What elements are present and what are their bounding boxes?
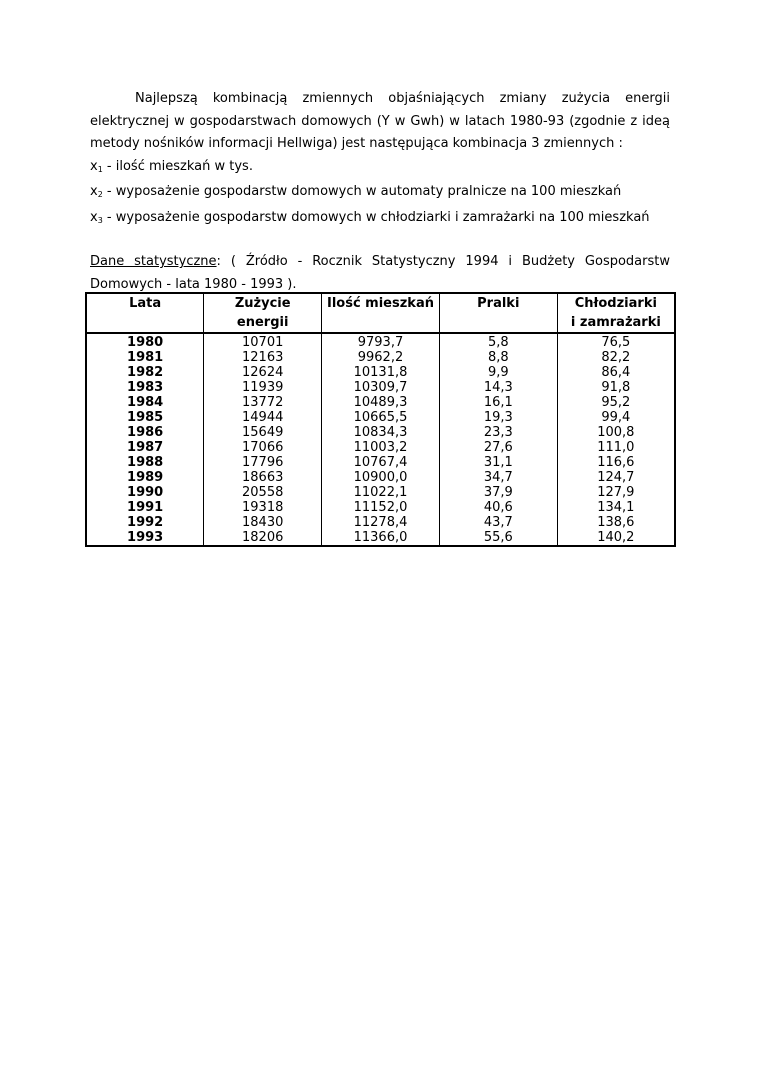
- value-cell: 140,2: [557, 530, 675, 546]
- value-cell: 9,9: [439, 365, 557, 380]
- value-cell: 14944: [204, 410, 322, 425]
- table-row: [86, 365, 675, 380]
- value-cell: 95,2: [557, 395, 675, 410]
- value-cell: 16,1: [439, 395, 557, 410]
- source-text: : ( Źródło - Rocznik Statystyczny 1994 i Budżety Gospodarstw Domowych - lata 1980 - 1993 ).: [90, 254, 670, 292]
- year-cell: 1982: [86, 365, 204, 380]
- header-zuzycie-energii: Zużycie energii: [204, 293, 322, 333]
- year-cell: 1980: [86, 333, 204, 350]
- table-row: [86, 333, 675, 350]
- table-row: [86, 425, 675, 440]
- value-cell: 10900,0: [322, 470, 440, 485]
- table-row: [86, 380, 675, 395]
- value-cell: 10309,7: [322, 380, 440, 395]
- value-cell: 10701: [204, 333, 322, 350]
- value-cell: 14,3: [439, 380, 557, 395]
- value-cell: 40,6: [439, 500, 557, 515]
- year-cell: 1987: [86, 440, 204, 455]
- value-cell: 43,7: [439, 515, 557, 530]
- table-row: [86, 410, 675, 425]
- value-cell: 116,6: [557, 455, 675, 470]
- year-cell: 1984: [86, 395, 204, 410]
- header-lata: Lata: [86, 293, 204, 333]
- var-symbol: x: [90, 184, 98, 199]
- value-cell: 10834,3: [322, 425, 440, 440]
- value-cell: 18206: [204, 530, 322, 546]
- value-cell: 34,7: [439, 470, 557, 485]
- value-cell: 11939: [204, 380, 322, 395]
- var-subscript: 1: [97, 164, 103, 174]
- value-cell: 10767,4: [322, 455, 440, 470]
- table-row: [86, 500, 675, 515]
- table-row: [86, 440, 675, 455]
- year-cell: 1981: [86, 350, 204, 365]
- value-cell: 20558: [204, 485, 322, 500]
- value-cell: 18663: [204, 470, 322, 485]
- table-row: [86, 395, 675, 410]
- value-cell: 17066: [204, 440, 322, 455]
- value-cell: 55,6: [439, 530, 557, 546]
- year-cell: 1989: [86, 470, 204, 485]
- value-cell: 99,4: [557, 410, 675, 425]
- value-cell: 13772: [204, 395, 322, 410]
- value-cell: 127,9: [557, 485, 675, 500]
- value-cell: 76,5: [557, 333, 675, 350]
- value-cell: 18430: [204, 515, 322, 530]
- value-cell: 91,8: [557, 380, 675, 395]
- year-cell: 1985: [86, 410, 204, 425]
- year-cell: 1991: [86, 500, 204, 515]
- document-body: [90, 88, 670, 296]
- value-cell: 11003,2: [322, 440, 440, 455]
- year-cell: 1983: [86, 380, 204, 395]
- value-cell: 37,9: [439, 485, 557, 500]
- value-cell: 124,7: [557, 470, 675, 485]
- variable-x2: [90, 181, 670, 207]
- header-pralki: Pralki: [439, 293, 557, 333]
- var-subscript: 3: [97, 215, 103, 225]
- value-cell: 19,3: [439, 410, 557, 425]
- header-chlodziarki: Chłodziarki i zamrażarki: [557, 293, 675, 333]
- var-symbol: x: [90, 209, 98, 225]
- var-description: - ilość mieszkań w tys.: [102, 158, 253, 174]
- var-symbol: x: [90, 158, 98, 174]
- table-row: [86, 515, 675, 530]
- value-cell: 138,6: [557, 515, 675, 530]
- value-cell: 10489,3: [322, 395, 440, 410]
- header-ilosc-mieszkan: Ilość mieszkań: [322, 293, 440, 333]
- value-cell: 10665,5: [322, 410, 440, 425]
- value-cell: 27,6: [439, 440, 557, 455]
- year-cell: 1988: [86, 455, 204, 470]
- value-cell: 86,4: [557, 365, 675, 380]
- value-cell: 31,1: [439, 455, 557, 470]
- table-row: [86, 470, 675, 485]
- source-label: Dane statystyczne: [90, 254, 217, 269]
- value-cell: 11022,1: [322, 485, 440, 500]
- value-cell: 12163: [204, 350, 322, 365]
- table-header-row: [86, 293, 675, 333]
- table-row: [86, 455, 675, 470]
- value-cell: 134,1: [557, 500, 675, 515]
- value-cell: 111,0: [557, 440, 675, 455]
- year-cell: 1992: [86, 515, 204, 530]
- value-cell: 12624: [204, 365, 322, 380]
- year-cell: 1986: [86, 425, 204, 440]
- value-cell: 17796: [204, 455, 322, 470]
- statistics-table: [85, 292, 676, 547]
- value-cell: 100,8: [557, 425, 675, 440]
- var-description: - wyposażenie gospodarstw domowych w chłodziarki i zamrażarki na 100 mieszkań: [102, 209, 650, 225]
- variable-x1: [90, 156, 670, 182]
- value-cell: 15649: [204, 425, 322, 440]
- intro-paragraph: Najlepszą kombinacją zmiennych objaśniających zmiany zużycia energii elektrycznej w gospodarstwach domowych (Y w Gwh) w latach 1980-93 (zgodnie z ideą metody nośników informacji Hellwiga) jest następująca kombinacja 3 zmiennych :: [90, 91, 670, 151]
- value-cell: 9793,7: [322, 333, 440, 350]
- var-subscript: 2: [97, 190, 103, 199]
- value-cell: 8,8: [439, 350, 557, 365]
- value-cell: 19318: [204, 500, 322, 515]
- value-cell: 23,3: [439, 425, 557, 440]
- year-cell: 1993: [86, 530, 204, 546]
- value-cell: 11152,0: [322, 500, 440, 515]
- variable-x3: [90, 207, 670, 233]
- source-note: [90, 251, 670, 296]
- value-cell: 82,2: [557, 350, 675, 365]
- value-cell: 5,8: [439, 333, 557, 350]
- table-row: [86, 350, 675, 365]
- var-description: - wyposażenie gospodarstw domowych w automaty pralnicze na 100 mieszkań: [102, 184, 622, 199]
- value-cell: 11278,4: [322, 515, 440, 530]
- value-cell: 10131,8: [322, 365, 440, 380]
- value-cell: 11366,0: [322, 530, 440, 546]
- year-cell: 1990: [86, 485, 204, 500]
- table-row: [86, 485, 675, 500]
- value-cell: 9962,2: [322, 350, 440, 365]
- table-row: [86, 530, 675, 546]
